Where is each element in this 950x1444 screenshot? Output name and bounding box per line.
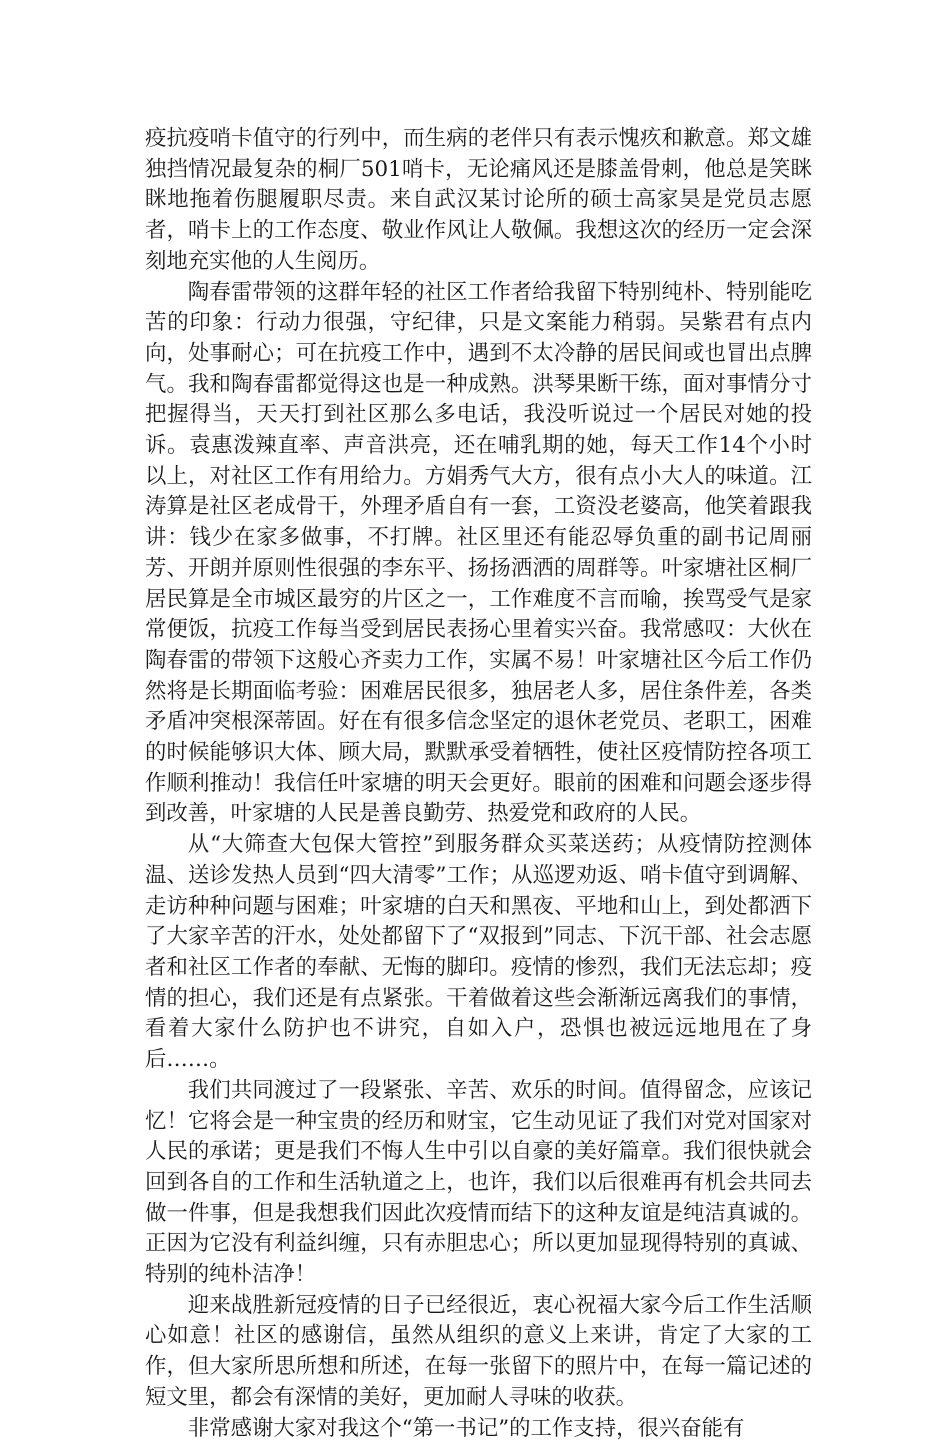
paragraph-thanks: 非常感谢大家对我这个“第一书记”的工作支持，很兴奋能有 [187,1415,745,1441]
paragraph-community-workers: 陶春雷带领的这群年轻的社区工作者给我留下特别纯朴、特别能吃苦的印象：行动力很强，守纪律，只是文案能力稍弱。吴紫君有点内向，处事耐心；可在抗疫工作中，遇到不太冷静的居民间或也冒出点脾气。我和陶春雷都觉得这也是一种成熟。洪琴果断干练，面对事情分寸把握得当，天天打到社区那么多电话，我没听说过一个居民对她的投诉。袁惠泼辣直率、声音洪亮，还在哺乳期的她，每天工作14个小时以上，对社区工作有用给力。方娟秀气大方，很有点小大人的味道。江涛算是社区老成骨干，外理矛盾自有一套，工资没老婆高，他笑着跟我讲：钱少在家多做事，不打牌。社区里还有能忍辱负重的副书记周丽芳、开朗并原则性很强的李东平、扬扬洒洒的周群等。叶家塘社区桐厂居民算是全市城区最穷的片区之一，工作难度不言而喻，挨骂受气是家常便饭，抗疫工作每当受到居民表扬心里着实兴奋。我常感叹：大伙在陶春雷的带领下这般心齐卖力工作，实属不易！叶家塘社区今后工作仍然将是长期面临考验：困难居民很多，独居老人多，居住条件差，各类矛盾冲突根深蒂固。好在有很多信念坚定的退休老党员、老职工，困难的时候能够识大体、顾大局，默默承受着牺牲，使社区疫情防控各项工作顺利推动！我信任叶家塘的明天会更好。眼前的困难和问题会逐步得到改善，叶家塘的人民是善良勤劳、热爱党和政府的人民。 [145,279,812,827]
document-body [145,124,812,1444]
paragraph-shared-time: 我们共同渡过了一段紧张、辛苦、欢乐的时间。值得留念，应该记忆！它将会是一种宝贵的经历和财宝，它生动见证了我们对党对国家对人民的承诺；更是我们不悔人生中引以自豪的美好篇章。我们很快就会回到各自的工作和生活轨道之上，也许，我们以后很难再有机会共同去做一件事，但是我想我们因此次疫情而结下的这种友谊是纯洁真诚的。正因为它没有利益纠缠，只有赤胆忠心；所以更加显现得特别的真诚、特别的纯朴洁净！ [145,1077,812,1288]
paragraph-blessing: 迎来战胜新冠疫情的日子已经很近，衷心祝福大家今后工作生活顺心如意！社区的感谢信，虽然从组织的意义上来讲，肯定了大家的工作，但大家所思所想和所述，在每一张留下的照片中，在每一篇记述的短文里，都会有深情的美好，更加耐人寻味的收获。 [145,1292,812,1410]
paragraph-epidemic-work: 从“大筛查大包保大管控”到服务群众买菜送药；从疫情防控测体温、送诊发热人员到“四大清零”工作；从巡逻劝返、哨卡值守到调解、走访种种问题与困难；叶家塘的白天和黑夜、平地和山上，到处都洒下了大家辛苦的汗水，处处都留下了“双报到”同志、下沉干部、社会志愿者和社区工作者的奉献、无悔的脚印。疫情的惨烈，我们无法忘却；疫情的担心，我们还是有点紧张。干着做着这些会渐渐远离我们的事情，看着大家什么防护也不讲究，自如入户，恐惧也被远远地甩在了身后……。 [145,832,812,1073]
paragraph-continued: 疫抗疫哨卡值守的行列中，而生病的老伴只有表示愧疚和歉意。郑文雄独挡情况最复杂的桐厂501哨卡，无论痛风还是膝盖骨刺，他总是笑眯眯地拖着伤腿履职尽责。来自武汉某讨论所的硕士高家昊是党员志愿者，哨卡上的工作态度、敬业作风让人敬佩。我想这次的经历一定会深刻地充实他的人生阅历。 [145,126,812,274]
